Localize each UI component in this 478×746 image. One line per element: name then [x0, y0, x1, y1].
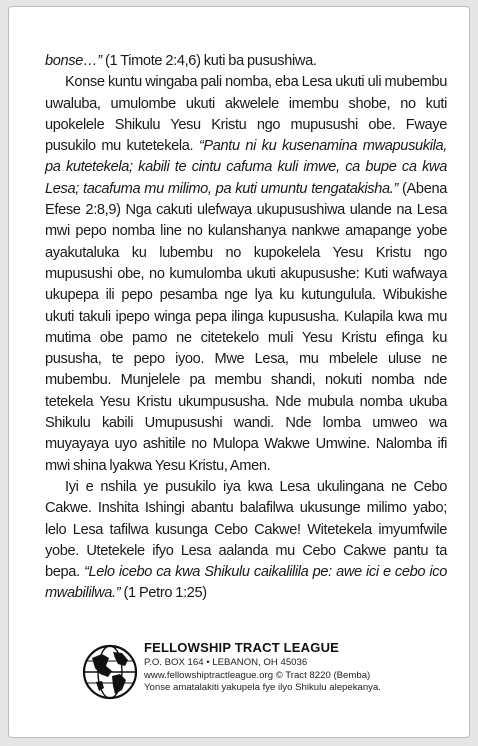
website-and-tract-number: www.fellowshiptractleague.org © Tract 8220 (Bemba) [144, 669, 371, 681]
publisher-footer [82, 640, 412, 710]
quote-end: bonse…” [45, 53, 102, 69]
paragraph-2-text-b: (Abena Efese 2:8,9) Nga cakuti ulefwaya ukupusushiwa ulande na Lesa mwi pepo nomba line no kulanshanya nankwe amapange yobe ayakutaluka ku lubembu no kupokelela Yesu Kristu ngo mupusushi obe, no kumulomba ukuti akupusushe: Kuti wafwaya ukupepa ili pepo pesamba nge lya ku kutungulula. Wibukishe ukuti takuli ipepo winga pepa ilinga kupususha. Kulapila kwa mu mutima obe pamo ne citetekelo muli Yesu Kristu efinga ku pususha, te pepo iyoo. Mwe Lesa, mu mbelele uluse ne mubembu. Munjelele pa membu shandi, nokuti nomba nde tetekela Yesu Kristu ukumpususha. Nde mubula nomba ukuba Shikulu kabili Umupusushi wandi. Nde lomba umweo wa muyayaya uyo ashitile no Mulopa Wakwe Umwine. Nalomba ifi mwi shina lyakwa Yesu Kristu, Amen. [45, 180, 447, 474]
publisher-info [144, 640, 424, 695]
paragraph-3-text-b: (1 Petro 1:25) [120, 585, 207, 602]
scripture-quote-peter: “Lelo icebo ca kwa Shikulu caikalilila pe: awe ici e cebo ico mwabililwa.” [45, 564, 447, 602]
tract-body-text [45, 51, 447, 605]
scripture-ref: (1 Timote 2:4,6) kuti ba pusushiwa. [101, 53, 317, 69]
publisher-name: FELLOWSHIP TRACT LEAGUE [144, 640, 340, 655]
publisher-tagline: Yonse amatalakiti yakupela fye ilyo Shikulu alepekanya. [144, 682, 381, 694]
publisher-address: P.O. BOX 164 • LEBANON, OH 45036 [144, 657, 308, 668]
paragraph-2 [45, 72, 447, 477]
tract-page [8, 6, 470, 738]
paragraph-3 [45, 477, 447, 605]
globe-logo-icon [82, 644, 138, 700]
paragraph-1 [45, 51, 447, 72]
scripture-quote-ephesians: “Pantu ni ku kusenamina mwapusukila, pa kutetekela; kabili te cintu cafuma kuli imwe, ca bupe ca kwa Lesa; tacafuma mu milimo, pa kuti umuntu tengatakisha.” [45, 138, 447, 197]
paragraph-3-text-a: Iyi e nshila ye pusukilo iya kwa Lesa ukulingana ne Cebo Cakwe. Inshita Ishingi abantu balafilwa ukusunge milimo yabo; lelo Lesa tafilwa kusunga Cebo Cakwe! Witetekela imyumfwile yobe. Utetekele ifyo Lesa aalanda mu Cebo Cakwe pantu ta bepa. [45, 478, 447, 581]
paragraph-2-text-a: Konse kuntu wingaba pali nomba, eba Lesa ukuti uli mubembu uwaluba, umulombe ukuti akwelele imembu shobe, no kuti upokelele Shikulu Yesu Kristu ngo mupusushi obe. Fwaye pusukilo mu kutetekela. [45, 74, 447, 155]
